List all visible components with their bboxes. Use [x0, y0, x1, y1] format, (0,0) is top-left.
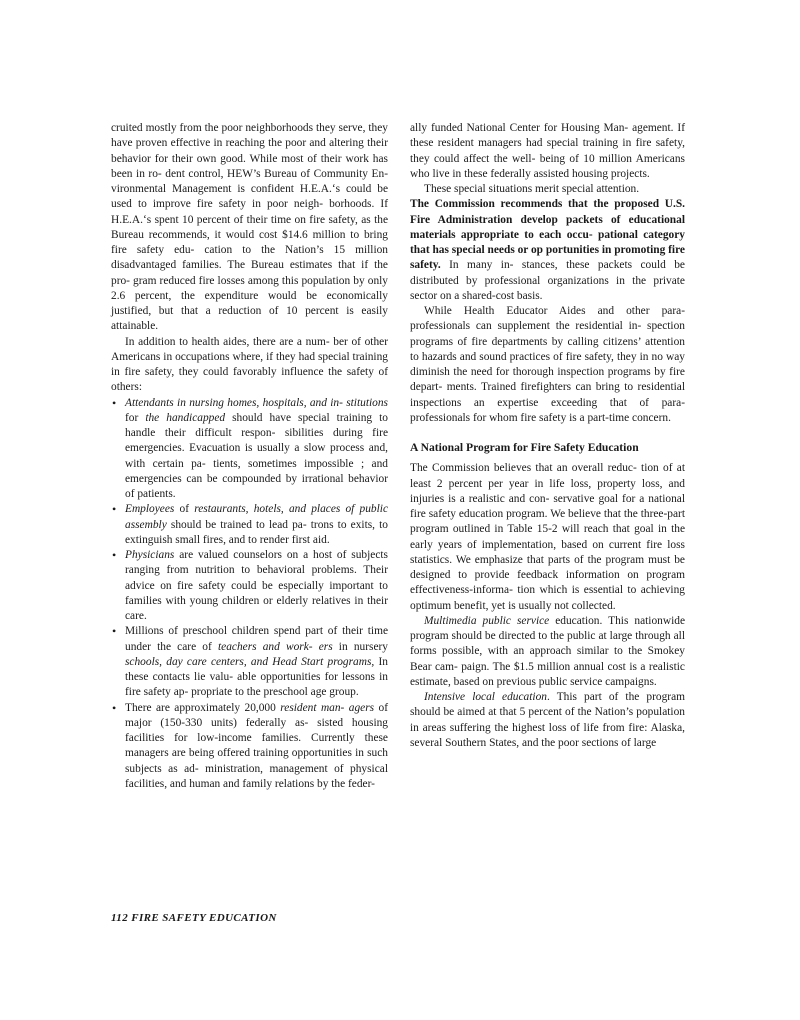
list-item — [111, 396, 388, 503]
body-text: education. This nationwide program should be directed to the public at large through all forms possible, with an approach similar to the Smokey Bear cam- paign. The $1.5 million annual cost is a realistic estimate, based on previous public service campaigns. — [410, 614, 686, 688]
body-text: are valued counselors on a host of subjects ranging from nutrition to behavioral problems. Their advice on fire safety could be especially important to families with young children or elderly relatives in their care. — [125, 549, 388, 622]
body-text: In many in- stances, these packets could be distributed by professional organizations in the private sector on a shared-cost basis. — [410, 259, 685, 302]
body-text: should be trained to lead pa- trons to exits, to extinguish small fires, and to render first aid. — [125, 518, 388, 546]
emphasis-text: the handicapped — [145, 411, 226, 424]
list-item — [111, 548, 388, 624]
bullet-icon: • — [112, 624, 117, 639]
paragraph: While Health Educator Aides and other para- professionals can supplement the residential in- spection programs of fire departments by calling citizens’ attention to hazards and sound practices of fire safety, they in no way diminish the need for thorough inspection programs by fire depart- ments. Trained firefighters can bring to residential inspections an expertise exceeding that of para- professionals for whom fire safety is a part-time concern. — [410, 305, 685, 424]
emphasis-text: Attendants in nursing homes, hospitals, and in- stitutions — [125, 396, 388, 409]
body-text: should have special training to handle their difficult respon- sibilities during fire emergencies. Evacuation is usually a slow process and, with certain pa- tients, sometimes impossible ; and emergencies can be compounded by irrational behavior of patients. — [125, 411, 388, 500]
paragraph: In addition to health aides, there are a num- ber of other Americans in occupations where, if they had special training in fire safety, they could favorably influence the safety of others: — [111, 335, 388, 394]
list-item — [111, 624, 388, 700]
paragraph — [410, 614, 685, 690]
paragraph: ally funded National Center for Housing Man- agement. If these resident managers had special training in fire safety, they could affect the well- being of 10 million Americans who live in these federally assisted housing projects. — [410, 122, 685, 180]
body-text: Millions of preschool children spend part of their time under the care of — [125, 625, 388, 653]
emphasis-text: Multimedia public service — [424, 614, 550, 627]
section-heading: A National Program for Fire Safety Education — [410, 441, 639, 454]
left-column — [111, 121, 388, 792]
bullet-icon: • — [112, 395, 117, 410]
emphasis-text: Physicians — [125, 549, 175, 561]
paragraph — [410, 690, 685, 751]
recommendation-paragraph — [410, 197, 685, 304]
list-item — [111, 502, 388, 548]
bullet-icon: • — [112, 548, 117, 562]
bullet-icon: • — [112, 700, 117, 715]
emphasis-text: resident man- agers — [280, 701, 375, 714]
list-item — [111, 701, 388, 793]
body-text: . This part of the program should be aimed at that 5 percent of the Nation’s population in areas suffering the highest loss of life from fire: Alaska, several Southern States, and the poor sections of large — [410, 691, 685, 749]
recommendation-bold: The Commission recommends that the proposed U.S. Fire Administration develop packets of educational materials appropriate to each occu- pational category that has special needs or op portunities in promoting fire safety. — [410, 198, 685, 272]
body-text: of — [174, 503, 195, 516]
emphasis-text: restaurants, hotels, and places of public assembly — [125, 503, 388, 531]
body-text: In these contacts lie valu- able opportunities for lessons in fire safety ap- propriate to the preschool age group. — [125, 655, 388, 699]
paragraph: cruited mostly from the poor neighborhoods they serve, they have proven effective in reaching the poor and altering their behavior for their own good. While most of their work has been in ro- dent control, HEW’s Bureau of Community En- vironmental Management is confident H.E.A.‘s could be used to improve fire safety in poor neigh- borhoods. If H.E.A.‘s spent 10 percent of their time on fire safety, as the Bureau recommends, it would cost $14.6 million to bring fire safety edu- cation to the Nation’s 15 million disadvantaged families. The Bureau estimates that if the pro- gram reduced fire losses among this population by only 2.6 percent, the expenditure would be economically justified, but that a reduction of 10 percent is easily attainable. — [111, 122, 388, 333]
occupation-bullet-list — [111, 396, 388, 793]
emphasis-text: Intensive local education — [424, 691, 547, 703]
body-text: for — [125, 411, 146, 424]
body-text: in nursery — [332, 640, 388, 653]
body-text: of major (150-330 units) federally as- sisted housing facilities for low-income families. Currently these managers are being offered training opportunities in such subjects as ad- ministration, management of physical facilities, and human and family relations by the feder- — [125, 701, 388, 790]
body-text: There are approximately 20,000 — [125, 701, 281, 714]
emphasis-text: teachers and work- ers — [217, 640, 333, 653]
right-column — [410, 121, 685, 751]
paragraph: These special situations merit special attention. — [424, 183, 640, 195]
emphasis-text: Employees — [125, 503, 175, 516]
paragraph: The Commission believes that an overall reduc- tion of at least 2 percent per year in life loss, property loss, and injuries is a realistic and con- servative goal for a national fire safety education program. We believe that the three-part program outlined in Table 15-2 will reach that goal in the early years of implementation, based on current fire loss statistics. We emphasize that parts of the program must be designed to provide feedback information on program effectiveness-informa- tion which is essential to achieving optimum benefit, yet is usually not collected. — [410, 462, 685, 612]
page-footer: 112 FIRE SAFETY EDUCATION — [111, 912, 277, 924]
bullet-icon: • — [112, 502, 117, 517]
emphasis-text: schools, day care centers, and Head Start programs, — [125, 655, 375, 668]
